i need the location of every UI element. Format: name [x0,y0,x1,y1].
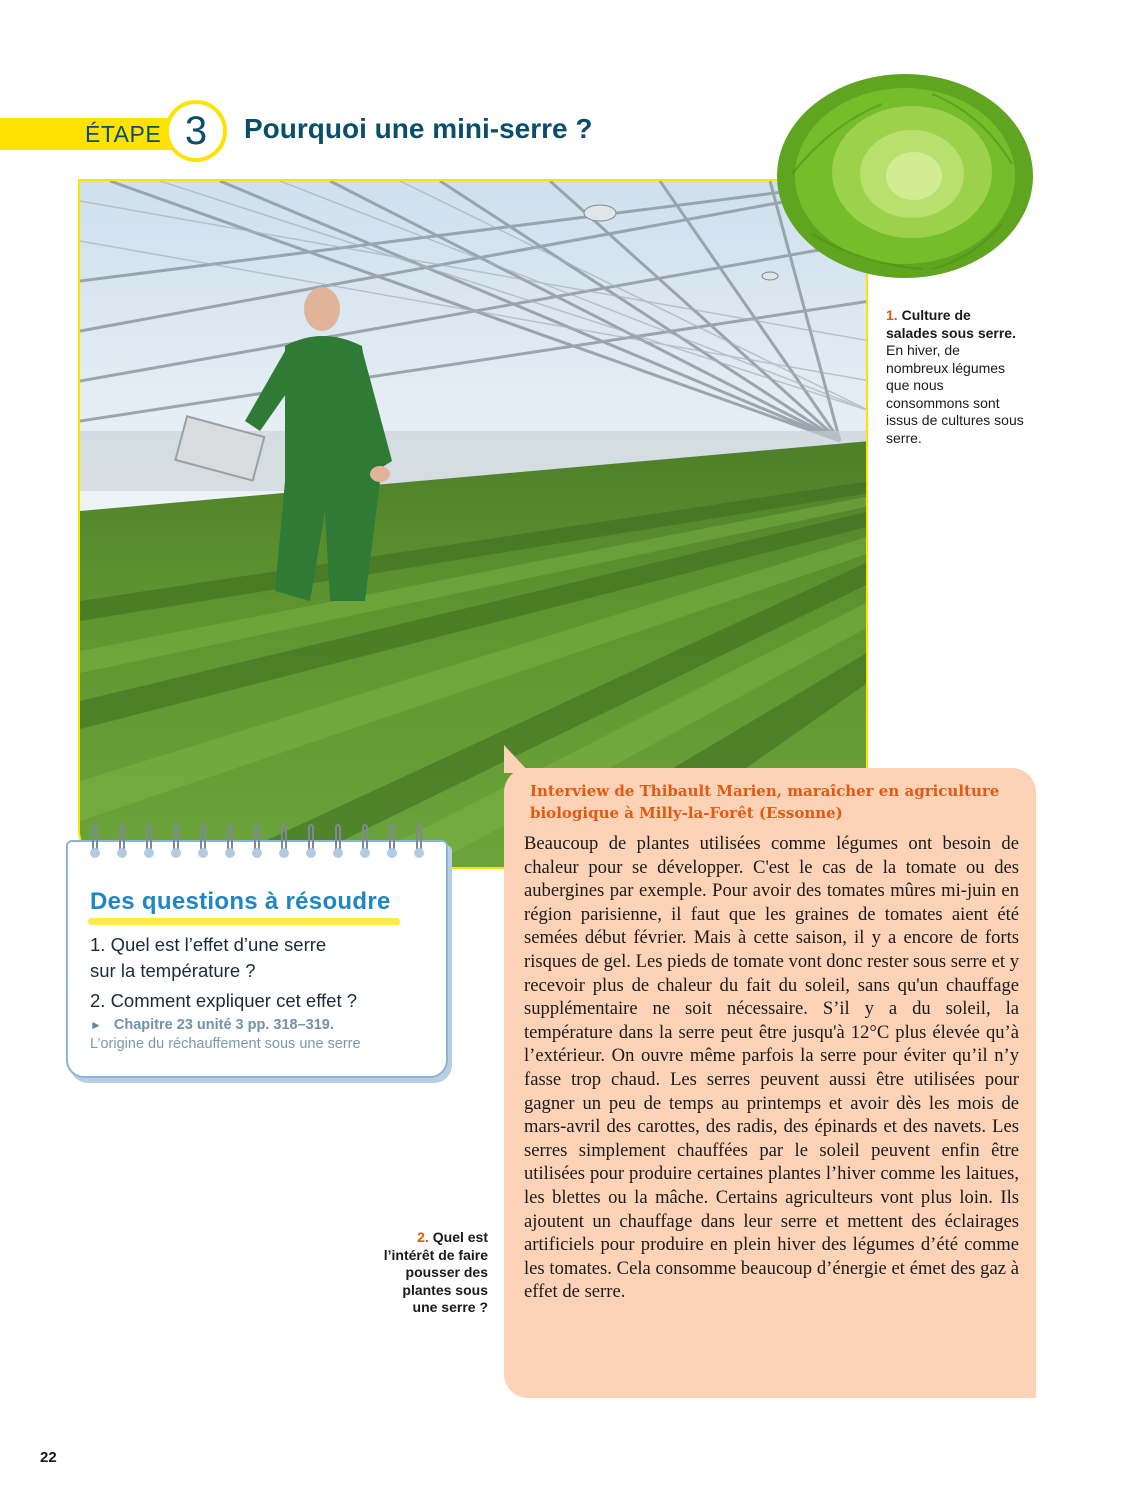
caption-line: l’intérêt de faire [383,1246,488,1263]
interview-text: Beaucoup de plantes utilisées comme légumes ont besoin de chaleur pour se développer. C'est le cas de la tomate ou des aubergines par exemple. Pour avoir des tomates mûres mi-juin en région parisienne, il faut que les graines de tomates aient été semées début février. Mais à cette saison, il y a encore de forts risques de gel. Les pieds de tomate vont donc rester sous serre et y recevoir plus de chaleur du fait du soleil, sans qu'un chauffage supplémentaire ne soit nécessaire. S’il y a du soleil, la température dans la serre peut être jusqu'à 12°C plus élevée qu’à l’extérieur. On ouvre même parfois la serre pour éviter qu’il n’y fasse trop chaud. Les serres peuvent aussi être utilisées pour gagner un peu de temps au printemps et avoir dès les mois de mars-avril des carottes, des radis, des épinards et des navets. Les serres simplement chauffées par le soleil peuvent enfin être utilisées pour produire certaines plantes l’hiver comme les laitues, les blettes ou la mâche. Certains agriculteurs vont plus loin. Ils ajoutent un chauffage dans leur serre et mettent des éclairages artificiels pour produire en plein hiver des légumes d’été comme les tomates. Cela consomme beaucoup d’énergie et émet des gaz à effet de serre. [524,833,1019,1303]
caption-line: une serre ? [412,1299,488,1315]
caption-number: 1. [886,307,898,323]
questions-card [66,840,448,1078]
interview-box [504,768,1036,1398]
caption-bold-text: Culture de salades sous serre. [886,307,1016,341]
spiral-ring [225,824,235,858]
spiral-ring [387,824,397,858]
step-number-badge: 3 [165,100,227,162]
greenhouse-photo [78,179,868,869]
question-1-line-2: sur la température ? [90,960,256,981]
chapter-reference[interactable] [90,1016,361,1054]
spiral-ring [117,824,127,858]
page-number: 22 [40,1449,57,1466]
spiral-ring [144,824,154,858]
caption-number: 2. [417,1229,429,1245]
caption-line: Quel est [432,1229,488,1245]
step-label: ÉTAPE [85,121,162,147]
caption-line: pousser des [405,1264,488,1280]
questions-title: Des questions à résoudre [90,888,391,915]
lettuce-image [772,64,1038,282]
spiral-ring [252,824,262,858]
title-highlight [88,918,400,925]
photo-caption-1 [886,307,1026,447]
spiral-ring [414,824,424,858]
interview-title: Interview de Thibault Marien, maraîcher en agriculture biologique à Milly-la-Forêt (Essonne) [530,782,1000,822]
question-caption-2 [340,1229,488,1317]
spiral-ring [198,824,208,858]
spiral-ring [360,824,370,858]
spiral-ring [171,824,181,858]
spiral-ring [279,824,289,858]
page-title: Pourquoi une mini-serre ? [244,113,593,144]
arrow-right-icon: ► [90,1018,102,1032]
chapter-reference-label: Chapitre 23 unité 3 pp. 318–319. [113,1017,334,1033]
chapter-reference-title: L’origine du réchauffement sous une serre [90,1036,361,1052]
spiral-ring [333,824,343,858]
spiral-ring [306,824,316,858]
spiral-ring [90,824,100,858]
caption-line: plantes sous [402,1281,488,1298]
caption-text: En hiver, de nombreux légumes que nous consommons sont issus de cultures sous serre. [886,342,1024,446]
question-1-line-1: 1. Quel est l’effet d’une serre [90,934,327,955]
question-2: 2. Comment expliquer cet effet ? [90,990,358,1011]
